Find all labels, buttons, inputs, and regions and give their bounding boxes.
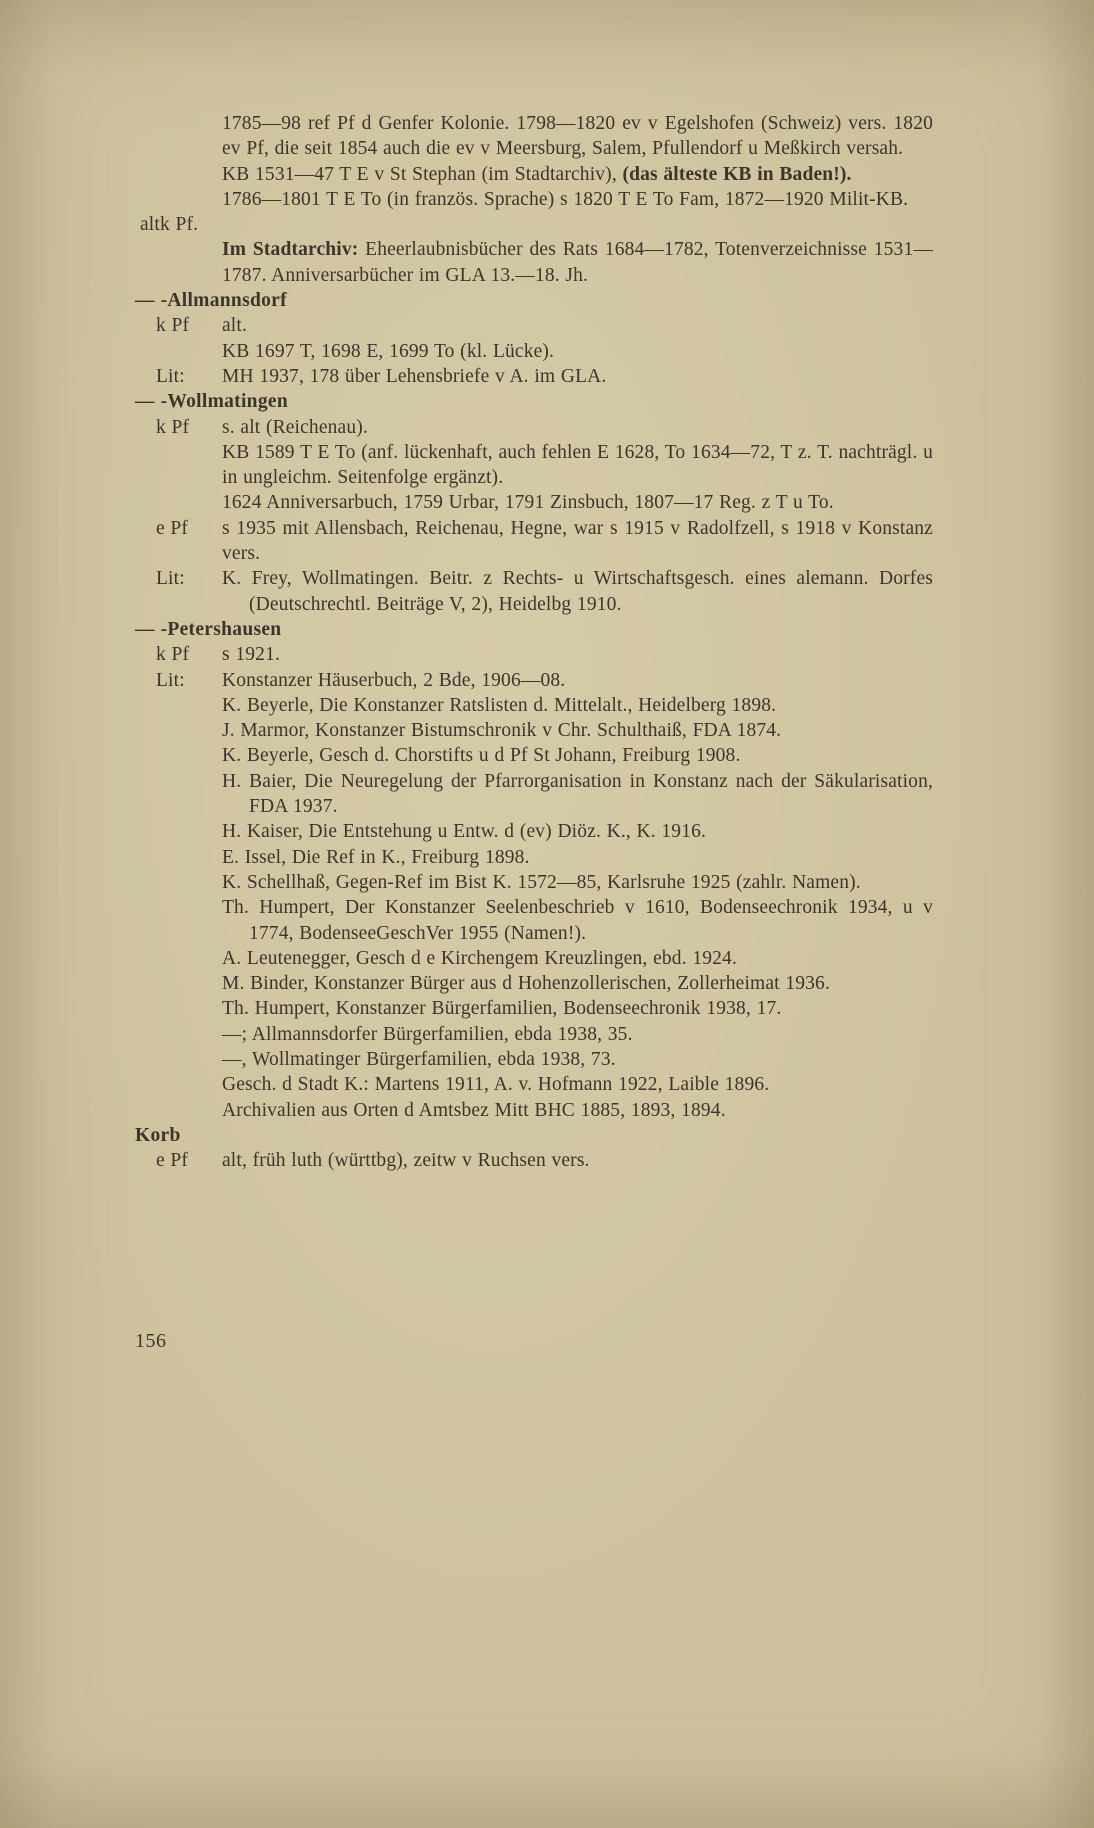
entry-para — [135, 162, 933, 187]
entry-label: Lit: — [156, 568, 185, 590]
entry-para — [135, 895, 933, 946]
entry-para — [135, 845, 933, 870]
entry-para — [135, 237, 933, 288]
entry-text: E. Issel, Die Ref in K., Freiburg 1898. — [222, 846, 530, 868]
entry-text: H. Kaiser, Die Entstehung u Entw. d (ev) Diöz. K., K. 1916. — [222, 821, 707, 843]
entry-para — [135, 743, 933, 768]
entry-heading — [135, 1123, 933, 1148]
entry-text: K. Beyerle, Gesch d. Chorstifts u d Pf St Johann, Freiburg 1908. — [222, 745, 741, 767]
entry-label: e Pf — [156, 517, 189, 539]
entry-text: — -Petershausen — [135, 618, 282, 640]
entry-text: s 1921. — [222, 644, 280, 666]
entry-label: Lit: — [156, 669, 185, 691]
entry-para — [135, 870, 933, 895]
entry-para — [135, 1022, 933, 1047]
entry-labeled — [135, 364, 933, 389]
entry-text: Archivalien aus Orten d Amtsbez Mitt BHC 1885, 1893, 1894. — [222, 1099, 726, 1121]
entry-text: K. Frey, Wollmatingen. Beitr. z Rechts- u Wirtschaftsgesch. eines alemann. Dorfes (Deutschrechtl. Beiträge V, 2), Heidelbg 1910. — [222, 568, 933, 615]
entry-text: 1786—1801 T E To (in französ. Sprache) s 1820 T E To Fam, 1872—1920 Milit-KB. — [222, 188, 909, 210]
entry-para — [135, 971, 933, 996]
entry-label: k Pf — [156, 644, 190, 666]
entry-para — [135, 490, 933, 515]
entry-text: s 1935 mit Allensbach, Reichenau, Hegne, war s 1915 v Radolfzell, s 1918 v Konstanz vers. — [222, 517, 933, 565]
entry-labeled — [135, 668, 933, 693]
entry-labeled — [135, 516, 933, 567]
entry-text: J. Marmor, Konstanzer Bistumschronik v Chr. Schulthaiß, FDA 1874. — [222, 720, 782, 742]
entry-text: Korb — [135, 1124, 181, 1146]
entry-para — [135, 1047, 933, 1072]
entry-text: —, Wollmatinger Bürgerfamilien, ebda 1938, 73. — [222, 1048, 616, 1070]
entry-para — [135, 187, 933, 212]
entry-para — [135, 440, 933, 491]
entry-para — [135, 819, 933, 844]
entry-labeled — [135, 1148, 933, 1173]
entry-heading — [135, 617, 933, 642]
entry-text: — -Wollmatingen — [135, 391, 288, 413]
entry-labeled — [135, 566, 933, 617]
entry-labeled — [135, 415, 933, 440]
entry-text: K. Schellhaß, Gegen-Ref im Bist K. 1572—85, Karlsruhe 1925 (zahlr. Namen). — [222, 871, 861, 893]
entry-text: H. Baier, Die Neuregelung der Pfarrorganisation in Konstanz nach der Säkularisation, FDA 1937. — [222, 770, 933, 818]
entry-para — [135, 339, 933, 364]
entry-label: e Pf — [156, 1150, 189, 1172]
entry-text: alt. — [222, 315, 247, 337]
entry-heading — [135, 389, 933, 414]
entry-text: Th. Humpert, Der Konstanzer Seelenbeschrieb v 1610, Bodenseechronik 1934, u v 1774, BodenseeGeschVer 1955 (Namen!). — [222, 897, 933, 944]
entry-labeled — [135, 642, 933, 667]
entry-para — [135, 769, 933, 820]
entry-text: KB 1697 T, 1698 E, 1699 To (kl. Lücke). — [222, 340, 555, 362]
entry-text: s. alt (Reichenau). — [222, 416, 368, 438]
entry-text: 1785—98 ref Pf d Genfer Kolonie. 1798—1820 ev v Egelshofen (Schweiz) vers. 1820 ev Pf, die seit 1854 auch die ev v Meersburg, Salem, Pfullendorf u Meßkirch versah. — [222, 113, 933, 160]
entry-text: M. Binder, Konstanzer Bürger aus d Hohenzollerischen, Zollerheimat 1936. — [222, 973, 830, 995]
entry-para — [135, 946, 933, 971]
entry-para — [135, 111, 933, 162]
entry-heading — [135, 288, 933, 313]
entry-text: Im Stadtarchiv: Eheerlaubnisbücher des Rats 1684—1782, Totenverzeichnisse 1531—1787. Anniversarbücher im GLA 13.—18. Jh. — [222, 239, 934, 286]
entry-para — [135, 1072, 933, 1097]
entry-text: MH 1937, 178 über Lehensbriefe v A. im GLA. — [222, 365, 607, 387]
entry-margin — [135, 212, 933, 237]
entry-text: alt, früh luth (württbg), zeitw v Ruchsen vers. — [222, 1150, 590, 1172]
entry-label: k Pf — [156, 416, 190, 438]
entry-text: K. Beyerle, Die Konstanzer Ratslisten d. Mittelalt., Heidelberg 1898. — [222, 694, 777, 716]
entry-text: 1624 Anniversarbuch, 1759 Urbar, 1791 Zinsbuch, 1807—17 Reg. z T u To. — [222, 492, 834, 514]
entry-text: Gesch. d Stadt K.: Martens 1911, A. v. Hofmann 1922, Laible 1896. — [222, 1074, 770, 1096]
entry-text: altk Pf. — [140, 214, 199, 236]
entry-para — [135, 718, 933, 743]
entry-para — [135, 996, 933, 1021]
text-block — [135, 111, 933, 1173]
entry-para — [135, 1098, 933, 1123]
entry-text: KB 1531—47 T E v St Stephan (im Stadtarchiv), (das älteste KB in Baden!). — [222, 163, 852, 185]
entry-text: A. Leutenegger, Gesch d e Kirchengem Kreuzlingen, ebd. 1924. — [222, 947, 737, 969]
entry-text: KB 1589 T E To (anf. lückenhaft, auch fehlen E 1628, To 1634—72, T z. T. nachträgl. u in ungleichm. Seitenfolge ergänzt). — [222, 441, 933, 489]
entry-label: Lit: — [156, 365, 185, 387]
entry-text: Th. Humpert, Konstanzer Bürgerfamilien, Bodenseechronik 1938, 17. — [222, 998, 782, 1020]
page-number: 156 — [135, 1330, 167, 1352]
entry-text: Konstanzer Häuserbuch, 2 Bde, 1906—08. — [222, 669, 566, 691]
entry-text: —; Allmannsdorfer Bürgerfamilien, ebda 1938, 35. — [222, 1023, 633, 1045]
entry-labeled — [135, 313, 933, 338]
entry-text: — -Allmannsdorf — [135, 290, 287, 312]
entry-label: k Pf — [156, 315, 190, 337]
entry-para — [135, 693, 933, 718]
